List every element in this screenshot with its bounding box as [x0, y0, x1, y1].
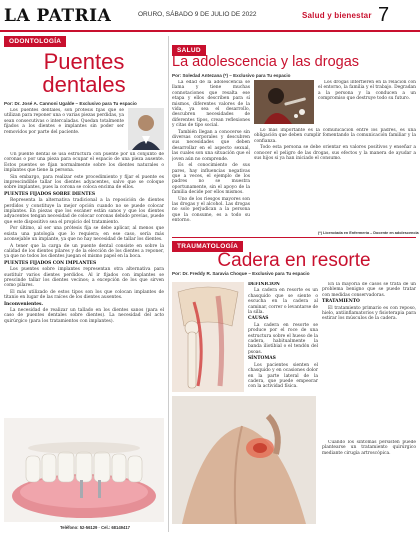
hip-subheading: SÍNTOMAS	[248, 356, 276, 362]
hip-text-col2	[322, 282, 416, 438]
page-number: 7	[378, 4, 390, 26]
dental-paragraph: A tener que la carga de un puente dental consiste en sobre la calidad de los dientes pilares y de la elección de los dientes a reponer, ya que no todos los dientes juegan el mismo papel en la boca.	[4, 243, 164, 260]
dental-paragraph: Un puente dental se usa estructura con puente por un conjunto de coronas o por una pieza para ocupar el espacio de una pieza ausente. Estos puentes se fijan normalmente sobre los dientes naturales o implantes que tiene la persona.	[4, 152, 164, 174]
teen-drugs-photo	[254, 80, 314, 124]
hip-paragraph: La cadera en resorte es un chasquido que se siente o escucha en la cadera al caminar, correr o levantarse de la silla.	[248, 288, 318, 316]
teen-paragraph: Lo más importante es la comunicación entre los padres, es una obligación que deben cumplir fomentando la comunicación familiar y la confianza.	[254, 128, 416, 144]
dental-author-photo	[128, 108, 164, 150]
dental-paragraph: Por último, al ser una prótesis fija se debe aplicar, al menos que exista una patología que lo requiera; en ese caso, sería más aconsejable un implante, ya que no hay necesidad de tallar los dientes.	[4, 226, 164, 243]
dental-byline: Por: Dr. José A. Cannoni Ugalde – Exclusivo para Tu espacio	[4, 101, 137, 106]
teen-paragraph: También llegan a conocerse sin diversas corporales y descubren sus necesidades que deben desarrollar en el aspecto sexual, las cuales son una situación que el joven aún no comprende.	[172, 129, 250, 162]
hip-anatomy-illustration	[172, 282, 244, 392]
teen-section-tag: SALUD	[172, 45, 206, 56]
newspaper-logo: LA PATRIA	[4, 6, 112, 26]
teen-author-credit: (*) Licenciada en Enfermería – Docente en adolescencia	[318, 231, 419, 235]
teen-paragraph: La edad de la adolescencia se llama y tiene muchas connotaciones que resalta ese etapa y ellos describen para sí mismos, diferentes valores de la vida, ya sea el desarrollo, descubren necesidades de diferentes tipos, crean reflexiones y citas de tipo social.	[172, 80, 250, 129]
teen-text-col2	[254, 128, 416, 228]
dental-paragraph: El más utilizado de estos tipos son los que colocan implantes de titanio en lugar de las raíces de los dientes ausentes.	[4, 289, 164, 301]
dental-paragraph: Representa la alternativa tradicional a la reposición de dientes perdidos y constituye la mejor opción cuando no se puede colocar implantes. En piezas que los escáner están sanos y que los dientes adyacentes tengan necesidad de colocar coronas debido previas, puede que este dispositivo sea el propicio del tratamiento.	[4, 198, 164, 225]
hip-subheading: CAUSAS	[248, 316, 269, 322]
teen-paragraph: Todo esta persona se debe orientar en valores positivos y enseñar a conocer el peligro de las drogas, sus efectos y la manera de ayudar a sus hijos si ya han iniciado el consumo.	[254, 145, 416, 162]
dental-paragraph: Sin embargo, para realizar este procedimiento y fijar el puente es imprescindible tallar los dientes adyacentes, salvo que se coloque sobre implantes, pues la corona se coloca encima de ellos.	[4, 174, 164, 191]
section-divider	[172, 237, 416, 238]
masthead	[0, 0, 420, 34]
teen-text-col3	[318, 80, 416, 122]
teen-byline: Por: Soledad Antezana (*) – Exclusivo para Tu espacio	[172, 73, 291, 78]
dental-bridge-illustration	[4, 418, 164, 522]
hip-pain-photo	[172, 396, 316, 524]
teen-text-col1	[172, 80, 250, 230]
section-name: Salud y bienestar	[302, 11, 372, 20]
dental-paragraph: La necesidad de realizar un tallado en los dientes sanos (para el caso de puentes dentales sobre dientes). La necesidad del acto quirúrgico (para los tratamientos con implantes).	[4, 307, 164, 324]
hip-paragraph: La cadera en resorte se produce por el roce de una estructura sobre el hueso de la cadera, habitualmente la banda iliotibial o el tendón del psoas.	[248, 322, 318, 355]
hip-paragraph: En la mayoría de casos se trata de un problema benigno que se puede tratar con medidas conservadoras.	[322, 282, 416, 298]
hip-text-col3	[322, 440, 416, 524]
hip-paragraph: El tratamiento primario es con reposo, hielo, antiinflamatorios y fisioterapia para estirar los músculos de la cadera.	[322, 305, 416, 322]
dental-subheading: PUENTES FIJADOS CON IMPLANTES	[4, 260, 97, 266]
hip-subheading: TRATAMIENTO	[322, 299, 360, 305]
dental-headline: Puentes dentales	[42, 49, 126, 98]
dental-contact-phone: Teléfono: 52-56129 · Cel.: 68149417	[60, 525, 130, 530]
dateline: ORURO, SÁBADO 9 DE JULIO DE 2022	[138, 11, 257, 18]
column-divider	[168, 36, 169, 532]
dental-body-text	[4, 152, 164, 418]
dental-subheading: Inconvenientes.	[4, 301, 44, 307]
teen-paragraph: Uno de los riesgos mayores son las drogas y el alcohol. Las drogas no solo perjudican a la persona que la consume, es a todo su entorno.	[172, 196, 250, 224]
hip-paragraph: Los pacientes sienten el chasquido y en ocasiones dolor en la parte lateral de la cadera, que puede empeorar con la actividad física.	[248, 362, 318, 390]
hip-section-tag: TRAUMATOLOGÍA	[172, 241, 243, 252]
masthead-rule	[0, 30, 420, 32]
hip-byline: Por: Dr. Freddy R. Saravia Choque – Exclusivo para Tu espacio	[172, 271, 310, 276]
teen-paragraph: Es el conocimiento de sus pares, hay influencias negativas que a veces, el ejemplo de los padres no se muestra oportunamente, sin el apoyo de la familia decide por ellos mismos.	[172, 163, 250, 196]
teen-headline: La adolescencia y las drogas	[172, 54, 360, 70]
dental-section-tag: ODONTOLOGÍA	[4, 36, 66, 47]
hip-headline: Cadera en resorte	[217, 250, 371, 271]
dental-intro-text	[4, 108, 124, 150]
dental-paragraph: Los puentes sobre implantes representan otra alternativa para sustituir varios dientes perdidos. Al ir fijados con implantes se prescinde tallar los dientes vecinos; a excepción de los que sirven como pilares.	[4, 267, 164, 289]
teen-paragraph: Los drogas interfieren en la relación con el entorno, la familia y el trabajo. Degradan a la persona y la conducen a un compromiso que destruye todo su futuro.	[318, 80, 416, 102]
dental-paragraph: Los puentes dentales, son prótesis fijas que se utilizan para reponer una o varias piezas perdidas, ya sean consecutivas o intercaladas. Quedan totalmente fijados a los dientes e implantes sin poder ser removidos por parte del paciente.	[4, 108, 124, 135]
hip-subheading: DEFINICIÓN	[248, 282, 280, 287]
hip-paragraph: Cuando los síntomas persisten puede plantearse un tratamiento quirúrgico mediante cirugía artroscópica.	[322, 440, 416, 456]
dental-subheading: PUENTES FIJADOS SOBRE DIENTES	[4, 191, 96, 197]
